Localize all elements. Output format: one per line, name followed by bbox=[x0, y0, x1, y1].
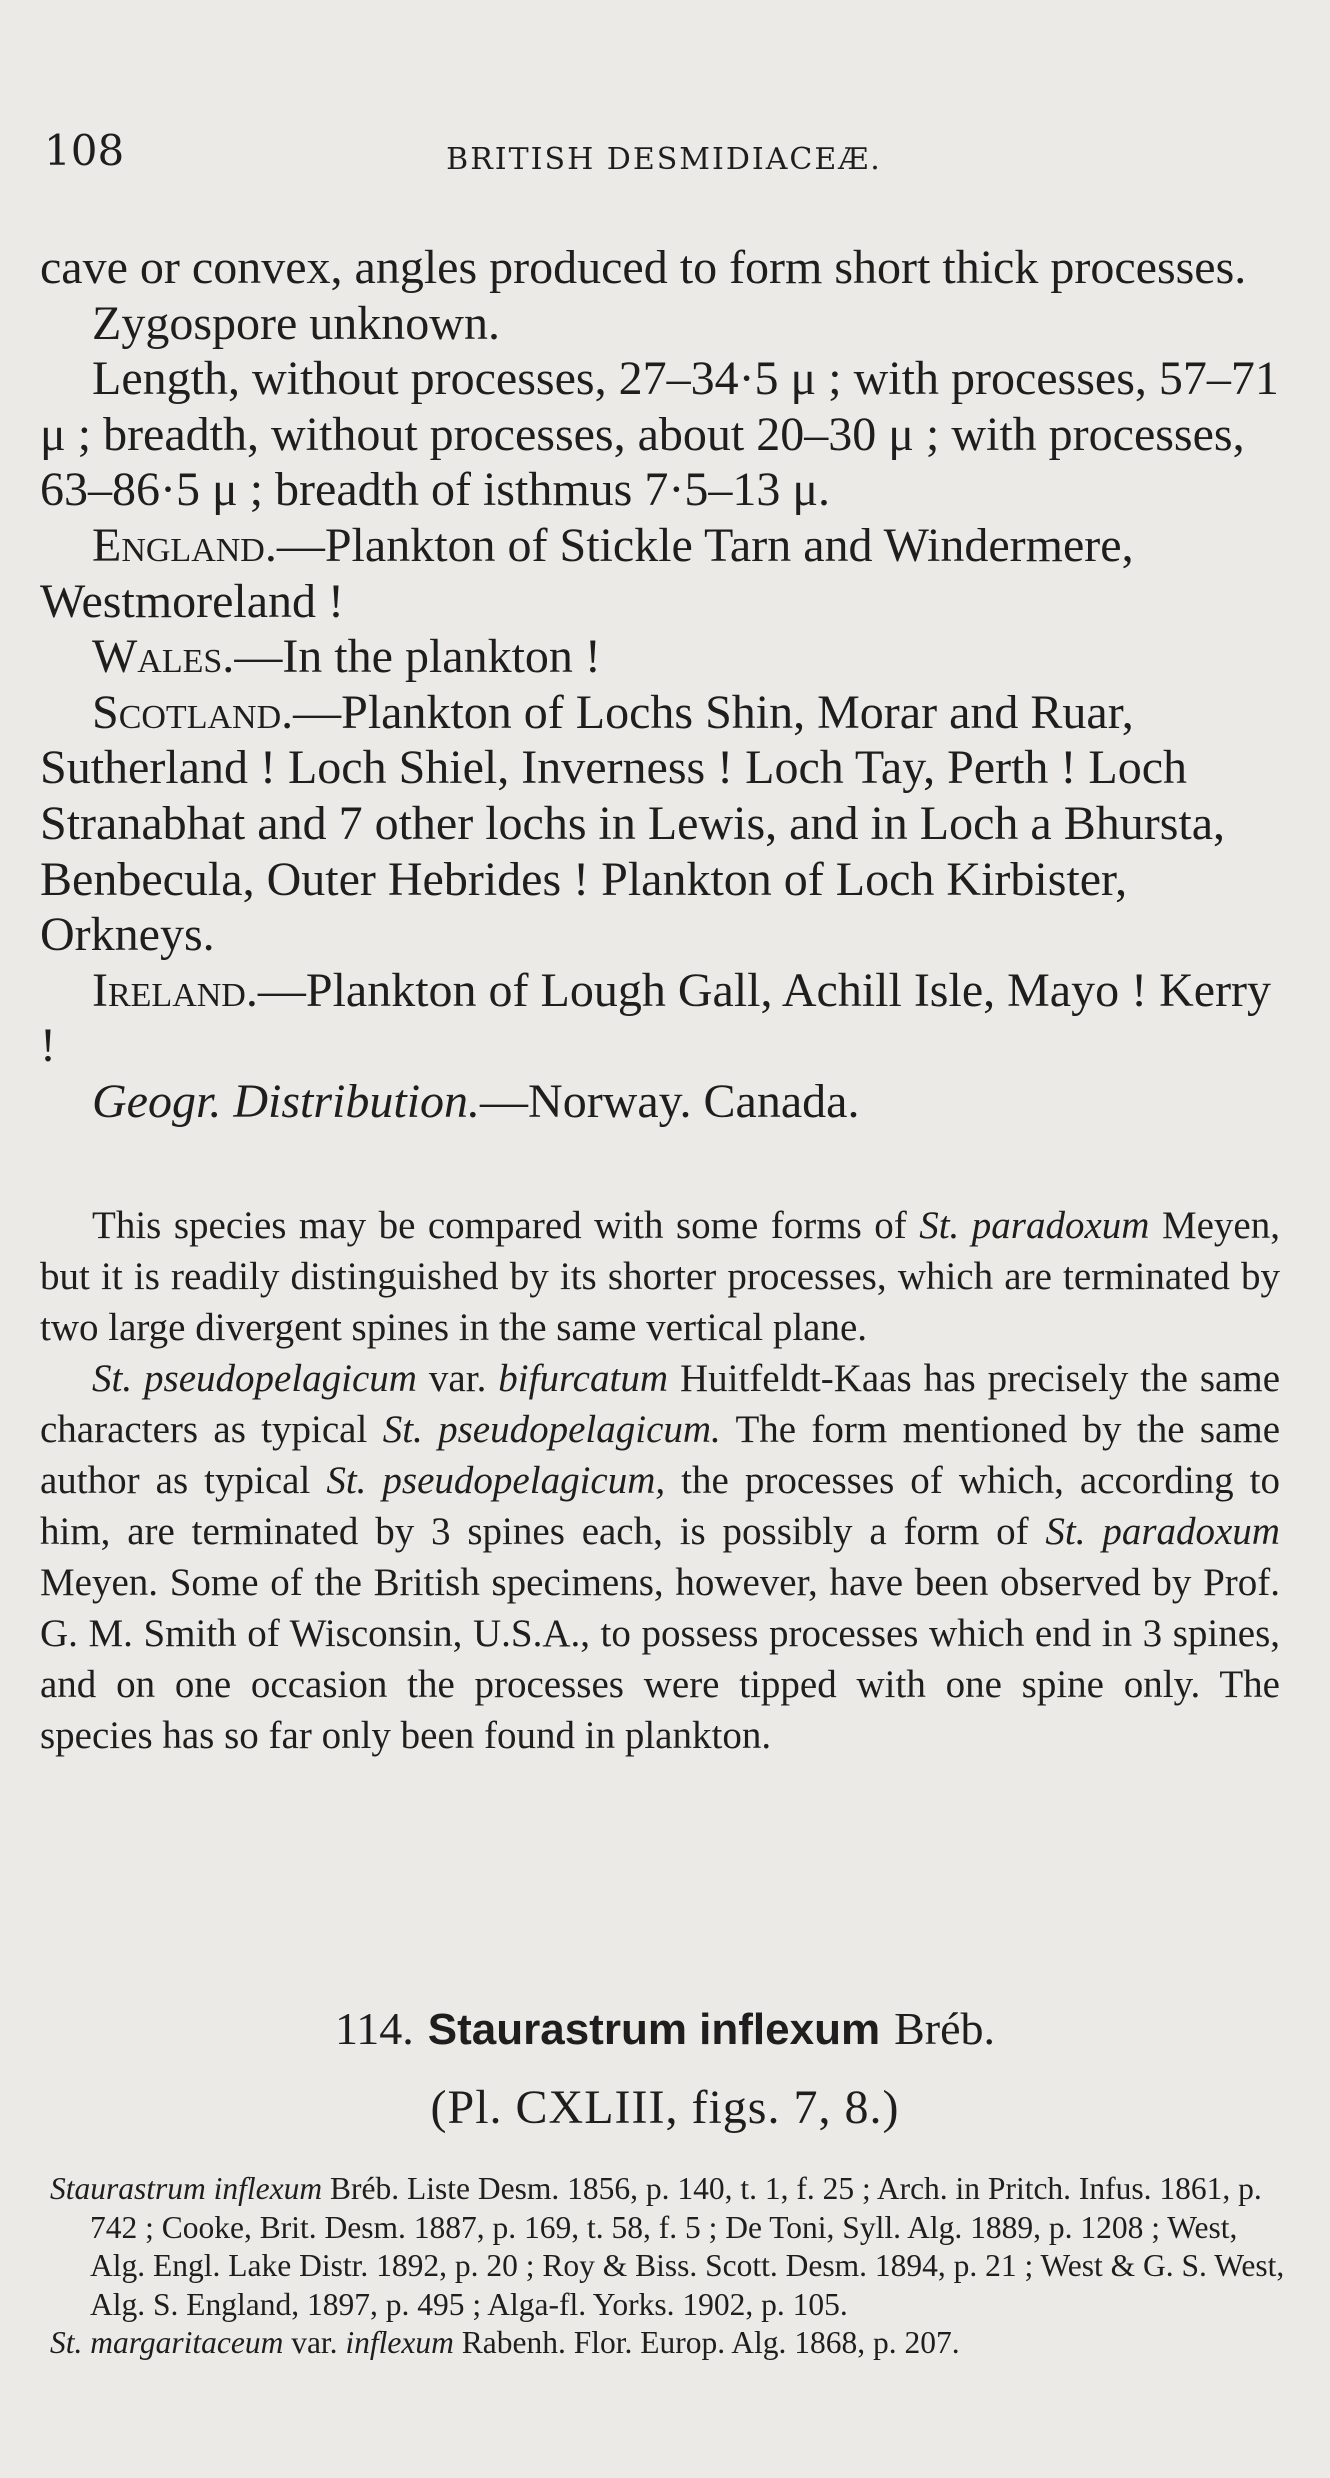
text-run: The form mentioned by the same author as typical bbox=[40, 1408, 1280, 1502]
taxon-name: St. pseudopelagicum bbox=[92, 1357, 417, 1400]
text-run: var. bbox=[416, 1357, 499, 1400]
species-number: 114. bbox=[334, 2003, 414, 2054]
description-continuation: cave or convex, angles produced to form short thick processes. bbox=[40, 241, 1247, 294]
locality-text: —In the plankton ! bbox=[234, 630, 601, 684]
text-run: Huitfeldt-Kaas has precisely the same characters as typical bbox=[40, 1357, 1281, 1451]
taxon-name: St. margaritaceum bbox=[50, 2325, 284, 2360]
species-heading bbox=[0, 2002, 1330, 2055]
locality-england bbox=[40, 518, 1280, 629]
locality-text: —Plankton of Lochs Shin, Morar and Ruar, Sutherland ! Loch Shiel, Inverness ! Loch Tay, Perth ! Loch Stranabhat and 7 other lochs in Lewis, and in Loch a Bhursta, Benbecula, Outer Hebrides ! Plankton of Loch Kirbister, Orkneys. bbox=[40, 685, 1226, 962]
locality-scotland bbox=[40, 685, 1280, 963]
geographic-distribution bbox=[40, 1074, 1280, 1130]
citation-text: var. bbox=[283, 2325, 346, 2360]
locality-ireland bbox=[40, 963, 1280, 1074]
note-paragraph-2 bbox=[40, 1353, 1280, 1761]
taxon-name: St. pseudopelagicum, bbox=[326, 1459, 666, 1502]
locality-text: —Plankton of Lough Gall, Achill Isle, Mayo ! Kerry ! bbox=[40, 963, 1272, 1073]
taxon-name: St. paradoxum bbox=[919, 1204, 1150, 1247]
zygospore-note: Zygospore unknown. bbox=[92, 296, 500, 350]
region-label: England. bbox=[92, 518, 277, 572]
synonymy bbox=[50, 2170, 1285, 2363]
notes bbox=[40, 1200, 1280, 1761]
page-header bbox=[44, 126, 1284, 186]
text-run: the processes of which, according to him, are terminated by 3 spines each, is possibly a form of bbox=[40, 1459, 1281, 1553]
synonymy-entry bbox=[50, 2324, 1285, 2363]
taxon-name: Staurastrum inflexum bbox=[50, 2171, 323, 2206]
region-label: Ireland. bbox=[92, 963, 258, 1017]
locality-text: —Plankton of Stickle Tarn and Windermere, Westmoreland ! bbox=[40, 518, 1134, 628]
citation-text: Rabenh. Flor. Europ. Alg. 1868, p. 207. bbox=[453, 2325, 960, 2360]
species-description bbox=[40, 240, 1280, 1130]
taxon-name: inflexum bbox=[345, 2325, 454, 2360]
locality-wales bbox=[40, 629, 1280, 685]
species-name: Staurastrum inflexum bbox=[427, 2005, 881, 2054]
text-run: Meyen. Some of the British specimens, however, have been observed by Prof. G. M. Smith of Wisconsin, U.S.A., to possess processes which end in 3 spines, and on one occasion the processes were tipped with one spine only. The species has so far only been found in plankton. bbox=[40, 1561, 1280, 1757]
note-paragraph-1 bbox=[40, 1200, 1280, 1353]
taxon-name: St. paradoxum bbox=[1045, 1510, 1280, 1553]
page-number: 108 bbox=[44, 126, 125, 175]
synonymy-entry bbox=[50, 2170, 1285, 2324]
text-run: This species may be compared with some forms of bbox=[92, 1204, 920, 1247]
region-label: Scotland. bbox=[92, 685, 294, 739]
running-head: BRITISH DESMIDIACEÆ. bbox=[446, 142, 882, 177]
text-run: Meyen, but it is readily distinguished by its shorter processes, which are terminated by two large divergent spines in the same vertical plane. bbox=[40, 1204, 1280, 1349]
region-label: Wales. bbox=[92, 630, 235, 684]
taxon-name: St. pseudopelagicum. bbox=[382, 1408, 721, 1451]
distribution-text: —Norway. Canada. bbox=[480, 1074, 860, 1128]
taxon-name: bifurcatum bbox=[498, 1357, 668, 1400]
distribution-label: Geogr. Distribution. bbox=[92, 1074, 481, 1128]
plate-reference: (Pl. CXLIII, figs. 7, 8.) bbox=[430, 2081, 900, 2134]
species-author: Bréb. bbox=[894, 2003, 996, 2054]
dimensions: Length, without processes, 27–34·5 μ ; with processes, 57–71 μ ; breadth, without processes, about 20–30 μ ; with processes, 63–86·5 μ ; breadth of isthmus 7·5–13 μ. bbox=[40, 352, 1279, 517]
citation-text: Bréb. Liste Desm. 1856, p. 140, t. 1, f. 25 ; Arch. in Pritch. Infus. 1861, p. 742 ; Cooke, Brit. Desm. 1887, p. 169, t. 58, f. 5 ; De Toni, Syll. Alg. 1889, p. 1208 ; West, Alg. Engl. Lake Distr. 1892, p. 20 ; Roy & Biss. Scott. Desm. 1894, p. 21 ; West & G. S. West, Alg. S. England, 1897, p. 495 ; Alga-fl. Yorks. 1902, p. 105. bbox=[90, 2171, 1285, 2322]
